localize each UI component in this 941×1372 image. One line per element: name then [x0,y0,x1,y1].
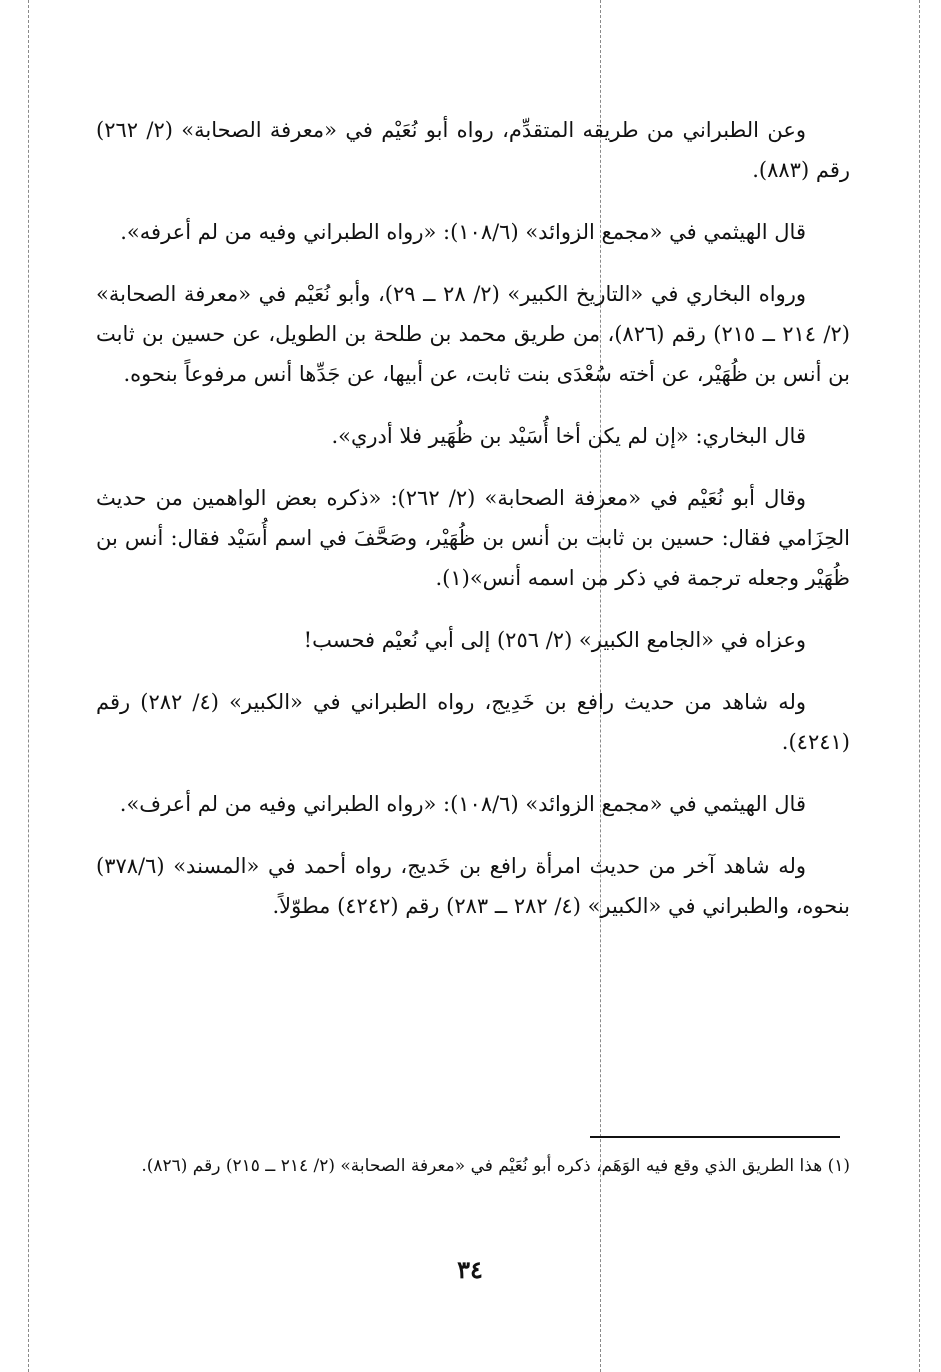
page-number: ٣٤ [457,1255,483,1284]
paragraph-7: وله شاهد من حديث رافع بن خَدِيج، رواه الطبراني في «الكبير» (٤/ ٢٨٢) رقم (٤٢٤١). [96,690,850,754]
footnote: (١) هذا الطريق الذي وقع فيه الوَهَم، ذكره أبو نُعَيْم في «معرفة الصحابة» (٢/ ٢١٤ ــ ٢١٥) رقم (٨٢٦). [141,1156,850,1176]
paragraph-4: قال البخاري: «إن لم يكن أخا أُسَيْد بن ظُهَير فلا أدري». [331,424,806,448]
page-body [96,110,850,948]
paragraph-2: قال الهيثمي في «مجمع الزوائد» (١٠٨/٦): «رواه الطبراني وفيه من لم أعرفه». [120,220,806,244]
left-guide-line [28,0,29,1372]
paragraph-6: وعزاه في «الجامع الكبير» (٢/ ٢٥٦) إلى أبي نُعيْم فحسب! [303,628,806,652]
paragraph-8: قال الهيثمي في «مجمع الزوائد» (١٠٨/٦): «رواه الطبراني وفيه من لم أعرف». [119,792,806,816]
paragraph-1: وعن الطبراني من طريقه المتقدِّم، رواه أبو نُعَيْم في «معرفة الصحابة» (٢/ ٢٦٢) رقم (٨٨٣). [96,118,850,182]
paragraph-3: ورواه البخاري في «التاريخ الكبير» (٢/ ٢٨ ــ ٢٩)، وأبو نُعَيْم في «معرفة الصحابة» (٢/ ٢١٤ ــ ٢١٥) رقم (٨٢٦)، من طريق محمد بن طلحة بن الطويل، عن حسين بن ثابت بن أنس بن ظُهَيْر، عن أخته سُعْدَى بنت ثابت، عن أبيها، عن جَدِّها أنس مرفوعاً بنحوه. [96,282,850,386]
paragraph-9: وله شاهد آخر من حديث امرأة رافع بن خَديج، رواه أحمد في «المسند» (٣٧٨/٦) بنحوه، والطبراني في «الكبير» (٤/ ٢٨٢ ــ ٢٨٣) رقم (٤٢٤٢) مطوّلاً. [96,854,850,918]
footnote-divider [590,1136,840,1138]
right-guide-line [919,0,920,1372]
paragraph-5: وقال أبو نُعَيْم في «معرفة الصحابة» (٢/ ٢٦٢): «ذكره بعض الواهمين من حديث الحِزَامي فقال: حسين بن ثابت بن أنس بن ظُهَيْر، وصَحَّفَ في اسم أُسَيْد فقال: أنس بن ظُهَيْر وجعله ترجمة في ذكر من اسمه أنس»(١). [96,486,850,590]
